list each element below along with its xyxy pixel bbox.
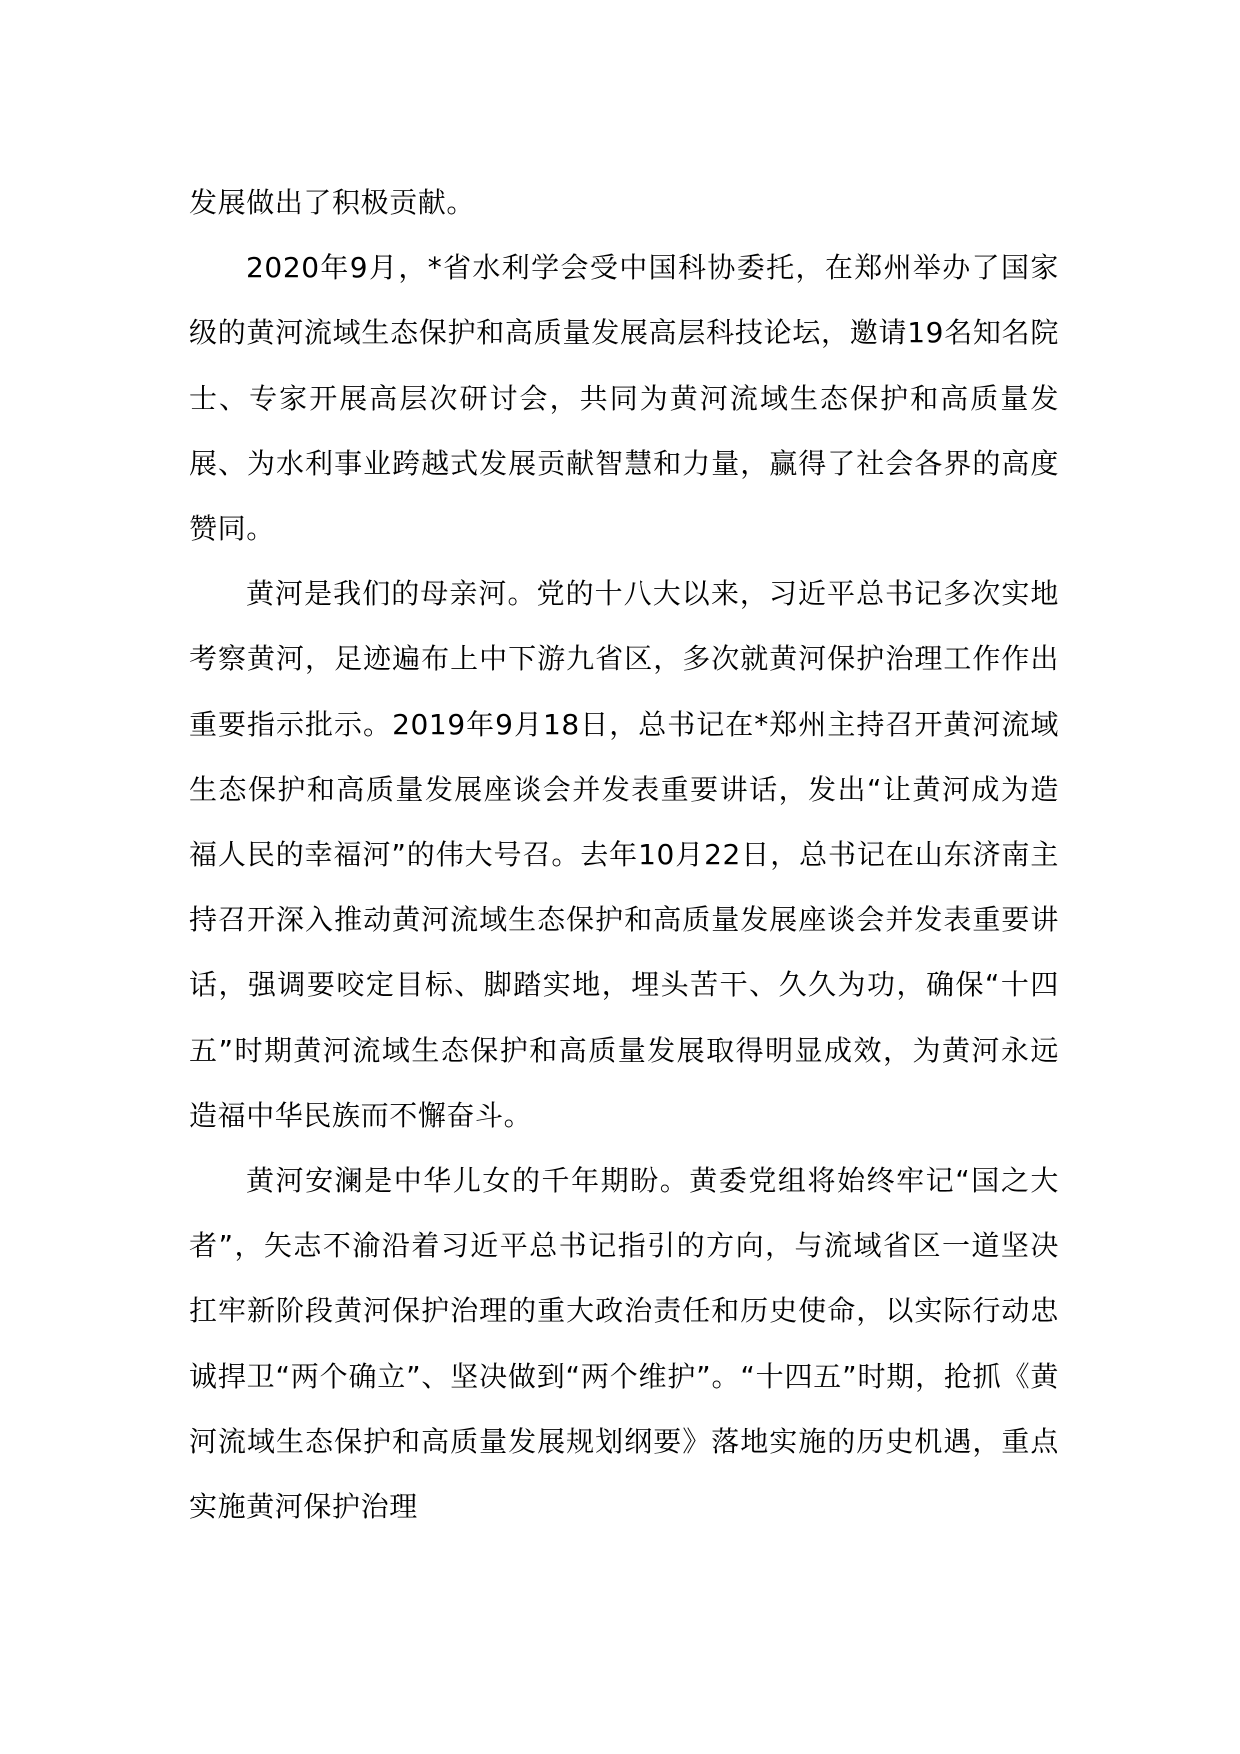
document-body <box>189 170 1059 1539</box>
paragraph-4: 黄河安澜是中华儿女的千年期盼。黄委党组将始终牢记“国之大者”，矢志不渝沿着习近平总书记指引的方向，与流域省区一道坚决扛牢新阶段黄河保护治理的重大政治责任和历史使命，以实际行动忠诚捍卫“两个确立”、坚决做到“两个维护”。“十四五”时期，抢抓《黄河流域生态保护和高质量发展规划纲要》落地实施的历史机遇，重点实施黄河保护治理 <box>189 1164 1059 1524</box>
paragraph-3: 黄河是我们的母亲河。党的十八大以来，习近平总书记多次实地考察黄河，足迹遍布上中下游九省区，多次就黄河保护治理工作作出重要指示批示。2019年9月18日，总书记在*郑州主持召开黄河流域生态保护和高质量发展座谈会并发表重要讲话，发出“让黄河成为造福人民的幸福河”的伟大号召。去年10月22日，总书记在山东济南主持召开深入推动黄河流域生态保护和高质量发展座谈会并发表重要讲话，强调要咬定目标、脚踏实地，埋头苦干、久久为功，确保“十四五”时期黄河流域生态保护和高质量发展取得明显成效，为黄河永远造福中华民族而不懈奋斗。 <box>189 577 1059 1132</box>
paragraph-2: 2020年9月，*省水利学会受中国科协委托，在郑州举办了国家级的黄河流域生态保护和高质量发展高层科技论坛，邀请19名知名院士、专家开展高层次研讨会，共同为黄河流域生态保护和高质量发展、为水利事业跨越式发展贡献智慧和力量，赢得了社会各界的高度赞同。 <box>189 251 1059 546</box>
paragraph-1: 发展做出了积极贡献。 <box>189 186 476 219</box>
